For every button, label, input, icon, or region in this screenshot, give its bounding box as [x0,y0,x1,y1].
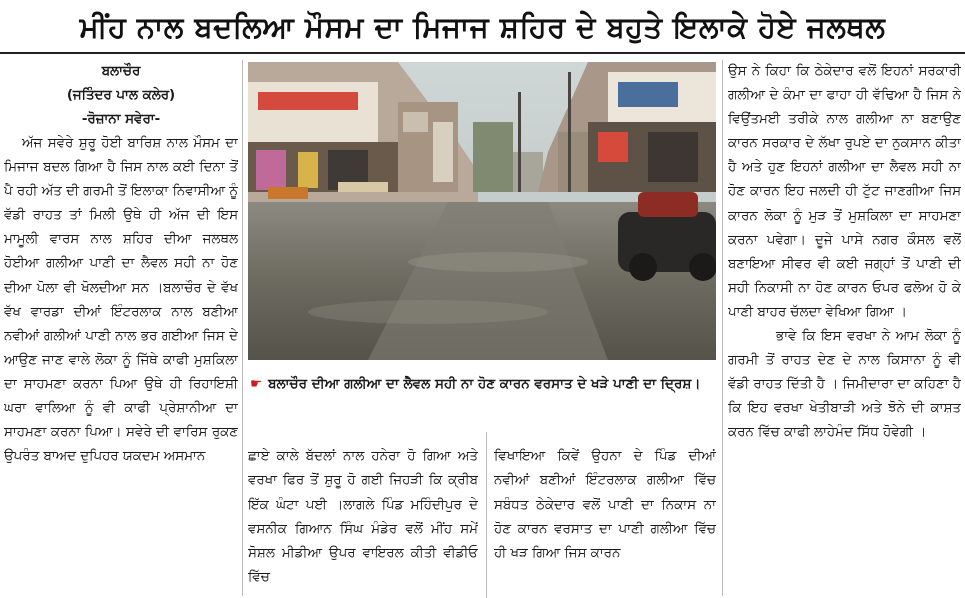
dateline-place: ਬਲਾਚੌਰ [101,64,141,79]
middle-column-1 [248,432,478,598]
column-divider [722,60,723,596]
middle-column-2 [494,432,716,598]
middle-column-1-text: ਛਾਏ ਕਾਲੇ ਬੱਦਲਾਂ ਨਾਲ ਹਨੇਰਾ ਹੋ ਗਿਆ ਅਤੇ ਵਰਖਾ ਫਿਰ ਤੋਂ ਸ਼ੁਰੂ ਹੋ ਗਈ ਜਿਹੜੀ ਕਿ ਕ੍ਰੀਬ ਇੱਕ ਘੰਟਾ ਪਈ ।ਲਾਗਲੇ ਪਿੰਡ ਮਹਿੰਦੀਪੁਰ ਦੇ ਵਸਨੀਕ ਗਿਆਨ ਸਿੰਘ ਮੰਡੇਰ ਵਲੋਂ ਮੀਂਹ ਸਮੇਂ ਸੋਸ਼ਲ ਮੀਡੀਆ ਉਪਰ ਵਾਇਰਲ ਕੀਤੀ ਵੀਡੀਓ ਵਿੱਚ [248,449,478,585]
left-column [4,60,238,596]
reporter-name: (ਜਤਿੰਦਰ ਪਾਲ ਕਲੇਰ) [66,88,176,103]
headline: ਮੀਂਹ ਨਾਲ ਬਦਲਿਆ ਮੌਸਮ ਦਾ ਮਿਜਾਜ ਸ਼ਹਿਰ ਦੇ ਬਹੁਤੇ ਇਲਾਕੇ ਹੋਏ ਜਲਥਲ [79,10,886,44]
headline-rule [0,52,965,54]
caption-text: ਬਲਾਚੌਰ ਦੀਆ ਗਲੀਆ ਦਾ ਲੈਵਲ ਸਹੀ ਨਾ ਹੋਣ ਕਾਰਨ ਵਰਸਾਤ ਦੇ ਖੜੇ ਪਾਣੀ ਦਾ ਦ੍ਰਿਸ਼। [268,376,701,392]
column-divider [486,432,487,598]
pointing-hand-icon: ☛ [250,376,263,392]
right-column-para-1: ਉਸ ਨੇ ਕਿਹਾ ਕਿ ਠੇਕੇਦਾਰ ਵਲੋਂ ਇਹਨਾਂ ਸਰਕਾਰੀ ਗਲੀਆ ਦੇ ਕੰਮਾ ਦਾ ਫਾਹਾ ਹੀ ਵੱਢਿਆ ਹੈ ਜਿਸ ਨੇ ਵਿਉਂਤਮਈ ਤਰੀਕੇ ਨਾਲ ਗਲੀਆ ਨਾ ਬਣਾਉਣ ਕਾਰਨ ਸਰਕਾਰ ਦੇ ਲੱਖਾ ਰੁਪਏ ਦਾ ਨੁਕਸਾਨ ਕੀਤਾ ਹੈ ਅਤੇ ਹੁਣ ਇਹਨਾਂ ਗਲੀਆ ਦਾ ਲੈਵਲ ਸਹੀ ਨਾ ਹੋਣ ਕਾਰਨ ਇਹ ਜਲਦੀ ਹੀ ਟੁੱਟ ਜਾਣਗੀਆ ਜਿਸ ਕਾਰਨ ਲੋਕਾ ਨੂੰ ਮੁੜ ਤੋਂ ਮੁਸ਼ਕਿਲਾ ਦਾ ਸਾਹਮਣਾ ਕਰਨਾ ਪਵੇਗਾ। ਦੂਜੇ ਪਾਸੇ ਨਗਰ ਕੌਸਲ ਵਲੋਂ ਬਣਾਇਆ ਸੀਵਰ ਵੀ ਕਈ ਜਗ੍ਹਾਂ ਤੋਂ ਪਾਣੀ ਦੀ ਸਹੀ ਨਿਕਾਸੀ ਨਾ ਹੋਣ ਕਾਰਨ ਓਪਰ ਫਲੋਅ ਹੋ ਕੇ ਪਾਣੀ ਬਾਹਰ ਚੱਲਦਾ ਵੇਖਿਆ ਗਿਆ । [728,64,961,320]
right-column [728,60,961,596]
news-photo [248,62,716,360]
right-column-para-2: ਭਾਵੇ ਕਿ ਇਸ ਵਰਖਾ ਨੇ ਆਮ ਲੋਕਾ ਨੂੰ ਗਰਮੀ ਤੋਂ ਰਾਹਤ ਦੇਣ ਦੇ ਨਾਲ ਕਿਸਾਨਾ ਨੂੰ ਵੀ ਵੱਡੀ ਰਾਹਤ ਦਿੱਤੀ ਹੈ । ਜਿਮੀਦਾਰਾ ਦਾ ਕਹਿਣਾ ਹੈ ਕਿ ਇਹ ਵਰਖਾ ਖੇਤੀਬਾੜੀ ਅਤੇ ਝੋਨੇ ਦੀ ਕਾਸ਼ਤ ਕਰਨ ਵਿੱਚ ਕਾਫੀ ਲਾਹੇਮੰਦ ਸਿੱਧ ਹੋਵੇਗੀ । [728,329,961,441]
photo-caption [250,372,716,422]
column-divider [242,60,243,596]
waterlogged-street-photo [248,62,716,360]
paper-name: -ਰੋਜ਼ਾਨਾ ਸਵੇਰਾ- [81,112,161,127]
left-column-text: ਅੱਜ ਸਵੇਰੇ ਸ਼ੁਰੂ ਹੋਈ ਬਾਰਿਸ਼ ਨਾਲ ਮੌਸਮ ਦਾ ਮਿਜਾਜ ਬਦਲ ਗਿਆ ਹੈ ਜਿਸ ਨਾਲ ਕਈ ਦਿਨਾ ਤੋਂ ਪੈ ਰਹੀ ਅੱਤ ਦੀ ਗਰਮੀ ਤੋਂ ਇਲਾਕਾ ਨਿਵਾਸੀਆ ਨੂੰ ਵੱਡੀ ਰਾਹਤ ਤਾਂ ਮਿਲੀ ਉਥੇ ਹੀ ਅੱਜ ਦੀ ਇਸ ਮਾਮੂਲੀ ਵਾਰਸ ਨਾਲ ਸ਼ਹਿਰ ਦੀਆ ਜਲਥਲ ਹੋਈਆ ਗਲੀਆ ਪਾਣੀ ਦਾ ਲੈਵਲ ਸਹੀ ਨਾ ਹੋਣ ਦੀਆ ਪੋਲਾ ਵੀ ਖੋਲਦੀਆ ਸਨ ।ਬਲਾਚੌਰ ਦੇ ਵੱਖ ਵੱਖ ਵਾਰਡਾ ਦੀਆਂ ਇੰਟਰਲਾਕ ਨਾਲ ਬਣੀਆ ਨਵੀਆਂ ਗਲੀਆਂ ਪਾਣੀ ਨਾਲ ਭਰ ਗਈਆ ਜਿਸ ਦੇ ਆਉਣ ਜਾਣ ਵਾਲੇ ਲੋਕਾ ਨੂੰ ਜਿੱਥੇ ਕਾਫੀ ਮੁਸ਼ਕਿਲਾ ਦਾ ਸਾਹਮਣਾ ਕਰਨਾ ਪਿਆ ਉਥੇ ਹੀ ਰਿਹਾਇਸ਼ੀ ਘਰਾ ਵਾਲਿਆ ਨੂੰ ਵੀ ਕਾਫੀ ਪ੍ਰੇਸ਼ਾਨੀਆ ਦਾ ਸਾਹਮਣਾ ਕਰਨਾ ਪਿਆ। ਸਵੇਰੇ ਦੀ ਵਾਰਿਸ ਰੁਕਣ ਉਪਰੰਤ ਬਾਅਦ ਦੁਪਿਹਰ ਯਕਦਮ ਅਸਮਾਨ [4,136,238,465]
middle-column-2-text: ਵਿਖਾਇਆ ਕਿਵੇਂ ਉਹਨਾ ਦੇ ਪਿੰਡ ਦੀਆਂ ਨਵੀਆਂ ਬਣੀਆਂ ਇੰਟਰਲਾਕ ਗਲੀਆ ਵਿੱਚ ਸਬੰਧਤ ਠੇਕੇਦਾਰ ਵਲੋਂ ਪਾਣੀ ਦਾ ਨਿਕਾਸ ਨਾ ਹੋਣ ਕਾਰਨ ਵਰਸਾਤ ਦਾ ਪਾਣੀ ਗਲੀਆ ਵਿੱਚ ਹੀ ਖੜ ਗਿਆ ਜਿਸ ਕਾਰਨ [494,449,716,561]
